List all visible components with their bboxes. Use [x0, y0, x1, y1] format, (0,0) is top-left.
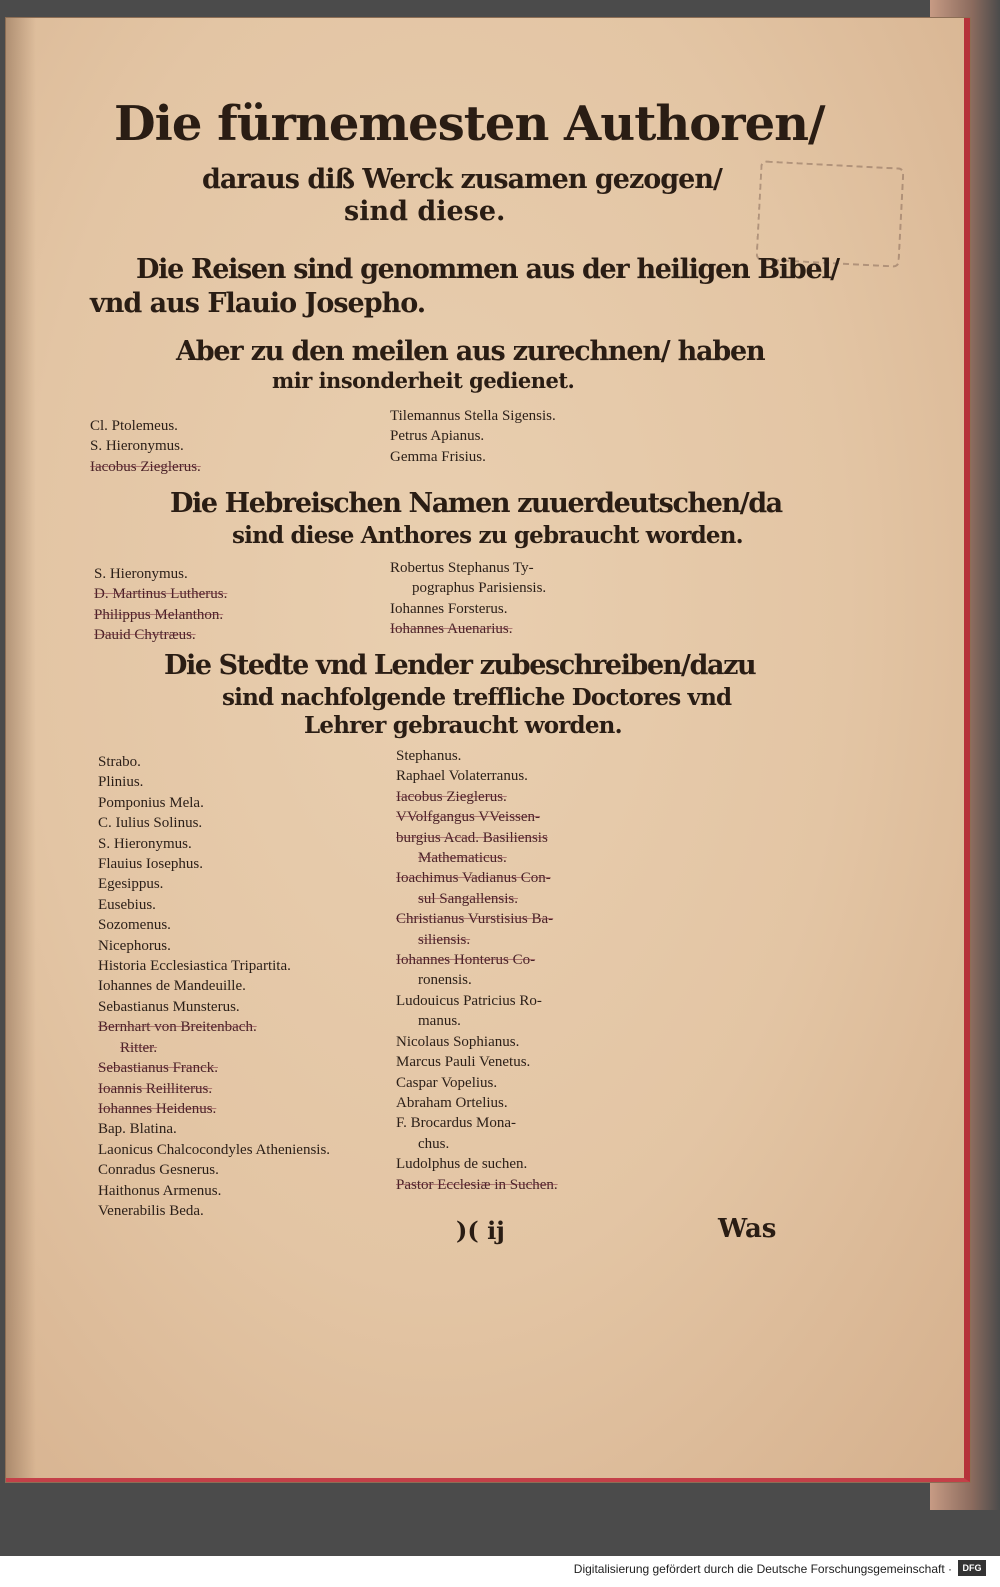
list-item: Nicolaus Sophianus. [396, 1033, 520, 1050]
list-item: pographus Parisiensis. [412, 580, 547, 597]
list-item: Eusebius. [98, 896, 156, 913]
list-item: Plinius. [98, 774, 144, 791]
list-item: Stephanus. [396, 748, 462, 764]
reisen-heading-line-2: vnd aus Flauio Josepho. [90, 288, 426, 319]
list-item: Iohannes Honterus Co- [396, 952, 536, 969]
list-item: Cl. Ptolemeus. [90, 418, 178, 434]
book-page [6, 18, 970, 1482]
main-title-line-3: sind diese. [344, 196, 506, 227]
stamp-mark [755, 160, 904, 267]
list-item: C. Iulius Solinus. [98, 815, 203, 832]
list-item: chus. [418, 1135, 450, 1152]
list-item: Sozomenus. [98, 917, 171, 934]
list-item: Philippus Melanthon. [94, 606, 224, 623]
list-item: Iohannes Forsterus. [390, 600, 508, 617]
catchword: Was [718, 1214, 777, 1244]
hebr-right-list [390, 558, 546, 640]
list-item: ronensis. [418, 972, 472, 989]
reisen-heading-line-1: Die Reisen sind genommen aus der heiligen Bibel/ [136, 254, 839, 285]
list-item: Robertus Stephanus Ty- [390, 560, 534, 576]
list-item: burgius Acad. Basiliensis [396, 829, 548, 846]
list-item: Iohannes Auenarius. [390, 621, 513, 638]
list-item: Iohannes Heidenus. [98, 1100, 217, 1117]
list-item: Ludolphus de suchen. [396, 1156, 528, 1173]
list-item: Iacobus Zieglerus. [90, 458, 201, 475]
list-item: S. Hieronymus. [90, 438, 184, 455]
list-item: Marcus Pauli Venetus. [396, 1054, 531, 1071]
list-item: Nicephorus. [98, 937, 171, 954]
hebr-heading-line-1: Die Hebreischen Namen zuuerdeutschen/da [170, 488, 782, 519]
list-item: Petrus Apianus. [390, 428, 485, 445]
list-item: Haithonus Armenus. [98, 1182, 222, 1199]
meilen-heading-line-2: mir insonderheit gedienet. [272, 368, 575, 393]
list-item: Bap. Blatina. [98, 1121, 177, 1138]
list-item: manus. [418, 1013, 461, 1030]
footer-credit: Digitalisierung gefördert durch die Deutsche Forschungsgemeinschaft · [573, 1562, 952, 1576]
list-item: Caspar Vopelius. [396, 1074, 498, 1091]
stedte-left-list [98, 752, 330, 1221]
signature-mark: )( ij [456, 1216, 505, 1245]
list-item: S. Hieronymus. [94, 566, 188, 582]
list-item: Pomponius Mela. [98, 794, 204, 811]
list-item: Dauid Chytræus. [94, 627, 196, 644]
list-item: Ioachimus Vadianus Con- [396, 870, 551, 887]
meilen-left-list [90, 416, 201, 477]
list-item: Christianus Vurstisius Ba- [396, 911, 554, 928]
list-item: Laonicus Chalcocondyles Atheniensis. [98, 1141, 331, 1158]
list-item: Ludouicus Patricius Ro- [396, 992, 542, 1009]
list-item: Strabo. [98, 754, 141, 770]
list-item: siliensis. [418, 931, 471, 948]
list-item: Sebastianus Munsterus. [98, 998, 240, 1015]
list-item: Egesippus. [98, 876, 164, 893]
list-item: Pastor Ecclesiæ in Suchen. [396, 1176, 558, 1193]
list-item: VVolfgangus VVeissen- [396, 809, 541, 826]
list-item: F. Brocardus Mona- [396, 1115, 517, 1132]
list-item: Ioannis Reilliterus. [98, 1080, 213, 1097]
stedte-heading-line-3: Lehrer gebraucht worden. [304, 712, 622, 739]
list-item: Iacobus Zieglerus. [396, 788, 507, 805]
list-item: S. Hieronymus. [98, 835, 192, 852]
list-item: Gemma Frisius. [390, 448, 486, 465]
list-item: Historia Ecclesiastica Tripartita. [98, 958, 291, 975]
meilen-right-list [390, 406, 556, 467]
meilen-heading-line-1: Aber zu den meilen aus zurechnen/ haben [176, 336, 765, 367]
list-item: Sebastianus Franck. [98, 1060, 218, 1077]
list-item: Abraham Ortelius. [396, 1094, 508, 1111]
list-item: sul Sangallensis. [418, 890, 518, 907]
list-item: Bernhart von Breitenbach. [98, 1019, 257, 1036]
main-title-line-2: daraus diß Werck zusamen gezogen/ [202, 164, 722, 195]
list-item: Mathematicus. [418, 850, 507, 867]
list-item: Iohannes de Mandeuille. [98, 978, 246, 995]
list-item: D. Martinus Lutherus. [94, 586, 228, 603]
hebr-heading-line-2: sind diese Anthores zu gebraucht worden. [232, 522, 743, 549]
list-item: Ritter. [120, 1039, 158, 1056]
list-item: Conradus Gesnerus. [98, 1162, 219, 1179]
list-item: Raphael Volaterranus. [396, 768, 528, 785]
dfg-logo: DFG [958, 1560, 986, 1576]
list-item: Venerabilis Beda. [98, 1202, 204, 1219]
stedte-heading-line-1: Die Stedte vnd Lender zubeschreiben/dazu [164, 650, 756, 681]
main-title-line-1: Die fürnemesten Authoren/ [114, 96, 825, 152]
list-item: Flauius Iosephus. [98, 856, 203, 873]
stedte-heading-line-2: sind nachfolgende treffliche Doctores vnd [222, 684, 732, 711]
list-item: Tilemannus Stella Sigensis. [390, 408, 556, 424]
stedte-right-list [396, 746, 558, 1195]
hebr-left-list [94, 564, 227, 646]
